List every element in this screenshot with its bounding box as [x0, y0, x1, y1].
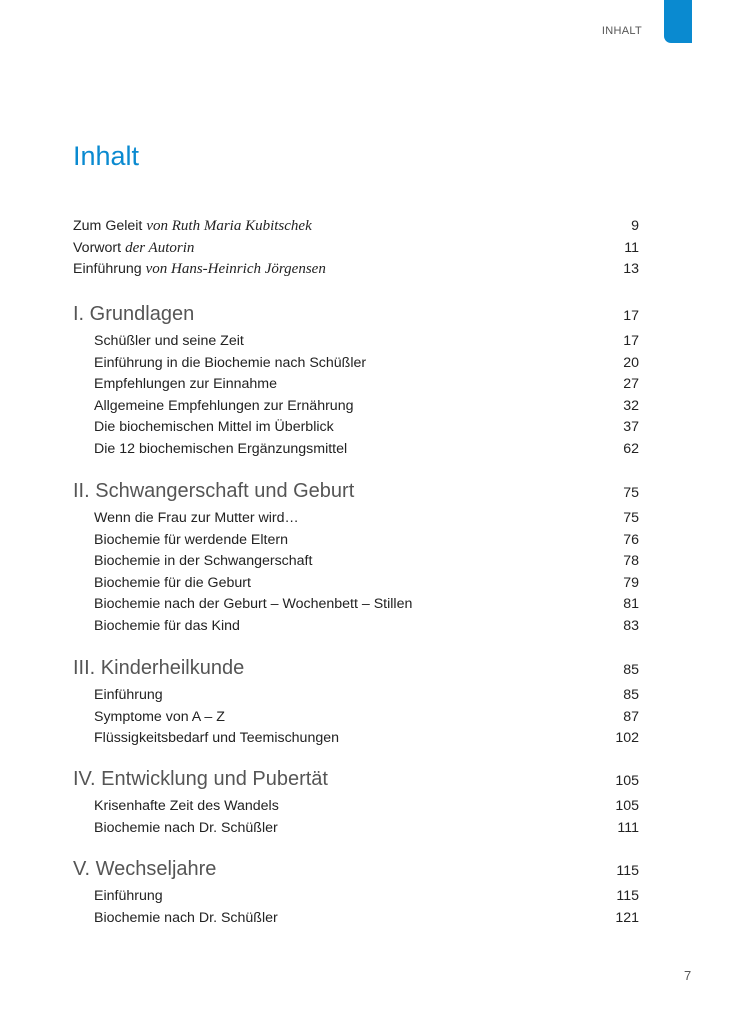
toc-entry-title: Einführung: [94, 888, 163, 904]
chapter-items: [73, 796, 639, 839]
chapter-heading[interactable]: [73, 856, 639, 884]
toc-entry-title: Krisenhafte Zeit des Wandels: [94, 798, 279, 814]
toc-entry-page: 121: [615, 909, 639, 926]
toc-entry-title: Empfehlungen zur Einnahme: [94, 376, 277, 392]
toc-entry[interactable]: [94, 908, 639, 930]
toc-entry-page: 78: [623, 553, 639, 569]
toc-entry-title: Symptome von A – Z: [94, 708, 225, 725]
chapter-items: [73, 685, 639, 750]
toc-entry-title: Biochemie nach Dr. Schüßler: [94, 909, 278, 926]
toc-entry[interactable]: [94, 396, 639, 418]
toc-entry-page: 27: [623, 376, 639, 392]
toc-entry[interactable]: [94, 331, 639, 353]
toc-entry[interactable]: [73, 238, 639, 260]
chapter-section: [73, 301, 639, 460]
toc-entry-page: 79: [623, 574, 639, 591]
running-header-label: INHALT: [601, 25, 642, 37]
toc-entry[interactable]: [94, 818, 639, 840]
toc-entry-page: 87: [623, 708, 639, 725]
toc-entry[interactable]: [94, 417, 639, 439]
toc-entry[interactable]: [73, 216, 639, 238]
chapter-heading[interactable]: [73, 655, 639, 683]
toc-entry-title: Wenn die Frau zur Mutter wird…: [94, 510, 299, 526]
toc-entry-page: 85: [623, 687, 639, 703]
toc-entry-page: 11: [624, 239, 639, 256]
toc-entry-page: 17: [623, 333, 639, 349]
toc-entry[interactable]: [94, 551, 639, 573]
toc-entry-author: von Ruth Maria Kubitschek: [146, 218, 312, 234]
chapter-title: II. Schwangerschaft und Geburt: [73, 480, 355, 502]
toc-entry-page: 9: [631, 218, 639, 234]
toc-entry-title: Biochemie nach der Geburt – Wochenbett – Stillen: [94, 596, 413, 612]
chapter-page: 85: [623, 662, 639, 678]
toc-entry[interactable]: [94, 353, 639, 375]
toc-entry[interactable]: [94, 685, 639, 707]
toc-entry-page: 37: [623, 419, 639, 435]
toc-entry-page: 32: [623, 397, 639, 414]
chapter-section: [73, 856, 639, 929]
chapter-items: [73, 886, 639, 929]
chapter-page: 105: [615, 773, 639, 789]
toc-entry-title: Schüßler und seine Zeit: [94, 333, 244, 349]
toc-entry-title: Die biochemischen Mittel im Überblick: [94, 419, 334, 435]
toc-entry-page: 13: [623, 261, 639, 277]
toc-entry-title: Zum Geleit von Ruth Maria Kubitschek: [73, 218, 312, 234]
chapter-title: III. Kinderheilkunde: [73, 657, 245, 679]
toc-entry-page: 115: [616, 888, 639, 904]
toc-entry-title: Allgemeine Empfehlungen zur Ernährung: [94, 397, 354, 414]
toc-entry[interactable]: [94, 573, 639, 595]
toc-entry[interactable]: [94, 439, 639, 461]
chapter-page: 115: [616, 863, 639, 879]
toc-entry-page: 111: [617, 819, 639, 836]
chapter-list: [73, 301, 639, 929]
toc-entry-page: 62: [623, 440, 639, 457]
page-number: 7: [684, 968, 692, 983]
chapter-section: [73, 766, 639, 839]
toc-entry-page: 76: [623, 531, 639, 548]
toc-entry-title: Einführung in die Biochemie nach Schüßler: [94, 354, 367, 371]
toc-entry-author: von Hans-Heinrich Jörgensen: [145, 261, 326, 277]
chapter-heading[interactable]: [73, 766, 639, 794]
toc-entry-title: Flüssigkeitsbedarf und Teemischungen: [94, 730, 340, 746]
toc-entry[interactable]: [94, 530, 639, 552]
toc-entry-page: 75: [623, 510, 639, 526]
section-tab-marker: [664, 0, 692, 43]
toc-entry-author: der Autorin: [125, 239, 195, 256]
toc-entry[interactable]: [94, 728, 639, 750]
front-matter: [73, 216, 639, 281]
toc-entry-page: 105: [615, 798, 639, 814]
toc-entry-title: Biochemie für die Geburt: [94, 574, 251, 591]
toc-entry[interactable]: [94, 707, 639, 729]
chapter-heading[interactable]: [73, 478, 639, 506]
chapter-page: 17: [623, 308, 639, 324]
chapter-section: [73, 478, 639, 637]
chapter-title: I. Grundlagen: [73, 303, 195, 325]
chapter-title: IV. Entwicklung und Pubertät: [73, 768, 328, 790]
chapter-page: 75: [623, 485, 639, 501]
toc-entry-page: 20: [623, 354, 639, 371]
toc-entry-page: 102: [615, 730, 639, 746]
chapter-heading[interactable]: [73, 301, 639, 329]
chapter-title: V. Wechseljahre: [73, 858, 217, 880]
chapter-items: [73, 508, 639, 637]
chapter-section: [73, 655, 639, 750]
toc-entry[interactable]: [94, 508, 639, 530]
toc-entry-title: Einführung von Hans-Heinrich Jörgensen: [73, 261, 326, 277]
toc-entry-title: Vorwort der Autorin: [73, 239, 195, 256]
toc-entry-page: 81: [623, 596, 639, 612]
toc-entry-title: Biochemie für das Kind: [94, 617, 240, 634]
table-of-contents: [73, 216, 639, 929]
toc-entry-page: 83: [623, 617, 639, 634]
toc-entry[interactable]: [94, 886, 639, 908]
chapter-items: [73, 331, 639, 460]
toc-entry[interactable]: [94, 616, 639, 638]
page-title: Inhalt: [73, 141, 140, 171]
toc-entry[interactable]: [73, 259, 639, 281]
toc-entry-title: Die 12 biochemischen Ergänzungsmittel: [94, 440, 348, 457]
toc-entry[interactable]: [94, 374, 639, 396]
toc-entry-title: Biochemie nach Dr. Schüßler: [94, 819, 278, 836]
toc-entry-title: Biochemie in der Schwangerschaft: [94, 553, 313, 569]
toc-entry-title: Biochemie für werdende Eltern: [94, 531, 288, 548]
toc-entry-title: Einführung: [94, 687, 163, 703]
toc-entry[interactable]: [94, 796, 639, 818]
toc-entry[interactable]: [94, 594, 639, 616]
